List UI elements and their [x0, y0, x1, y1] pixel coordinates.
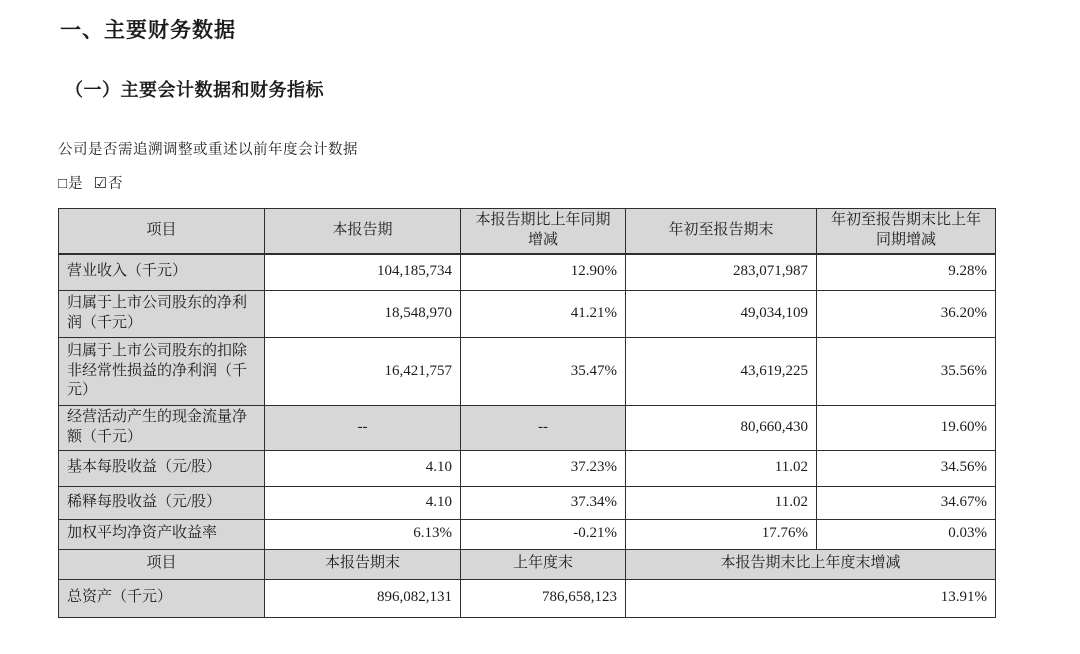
cell-value: 6.13% — [265, 519, 461, 549]
table-row-total-assets — [59, 579, 996, 617]
header-item: 项目 — [59, 549, 265, 579]
header-period-end: 本报告期末 — [265, 549, 461, 579]
table-row-net-profit — [59, 291, 996, 338]
cell-value: 34.56% — [817, 450, 996, 486]
restatement-question: 公司是否需追溯调整或重述以前年度会计数据 — [58, 142, 358, 158]
header-current-period: 本报告期 — [265, 209, 461, 254]
header-ytd-yoy-change: 年初至报告期末比上年同期增减 — [817, 209, 996, 254]
table-header-row-1 — [59, 209, 996, 254]
table-row-weighted-avg-roe — [59, 519, 996, 549]
cell-value: 37.34% — [461, 486, 626, 519]
table-header-row-2 — [59, 549, 996, 579]
header-prior-year-end: 上年度末 — [461, 549, 626, 579]
cell-value: 4.10 — [265, 486, 461, 519]
cell-value: 896,082,131 — [265, 579, 461, 617]
subsection-heading: （一）主要会计数据和财务指标 — [65, 80, 324, 100]
table-row-diluted-eps — [59, 486, 996, 519]
cell-value: -- — [461, 406, 626, 451]
cell-value: 13.91% — [626, 579, 996, 617]
cell-value: 36.20% — [817, 291, 996, 338]
section-heading: 一、主要财务数据 — [60, 18, 236, 42]
cell-value: 35.56% — [817, 338, 996, 406]
cell-value: 11.02 — [626, 486, 817, 519]
checkbox-no-icon: ☑ — [93, 176, 109, 192]
row-label: 营业收入（千元） — [59, 254, 265, 291]
row-label: 加权平均净资产收益率 — [59, 519, 265, 549]
financial-table — [58, 208, 996, 618]
cell-value: 104,185,734 — [265, 254, 461, 291]
cell-value: 34.67% — [817, 486, 996, 519]
cell-value: 49,034,109 — [626, 291, 817, 338]
checkbox-yes-icon: □ — [58, 176, 69, 192]
cell-value: -- — [265, 406, 461, 451]
cell-value: 43,619,225 — [626, 338, 817, 406]
header-yoy-change: 本报告期比上年同期增减 — [461, 209, 626, 254]
table-row-operating-cash-flow — [59, 406, 996, 451]
cell-value: 18,548,970 — [265, 291, 461, 338]
cell-value: 19.60% — [817, 406, 996, 451]
row-label: 稀释每股收益（元/股） — [59, 486, 265, 519]
cell-value: 4.10 — [265, 450, 461, 486]
cell-value: 786,658,123 — [461, 579, 626, 617]
cell-value: 41.21% — [461, 291, 626, 338]
row-label: 归属于上市公司股东的扣除非经常性损益的净利润（千元） — [59, 338, 265, 406]
table-row-basic-eps — [59, 450, 996, 486]
cell-value: 0.03% — [817, 519, 996, 549]
cell-value: 16,421,757 — [265, 338, 461, 406]
checkbox-no-label: 否 — [108, 176, 124, 192]
cell-value: 80,660,430 — [626, 406, 817, 451]
checkbox-yes-label: 是 — [68, 176, 84, 192]
cell-value: 11.02 — [626, 450, 817, 486]
cell-value: 12.90% — [461, 254, 626, 291]
row-label: 经营活动产生的现金流量净额（千元） — [59, 406, 265, 451]
table-row-revenue — [59, 254, 996, 291]
header-item: 项目 — [59, 209, 265, 254]
cell-value: 9.28% — [817, 254, 996, 291]
restatement-answer — [58, 172, 1080, 193]
row-label: 总资产（千元） — [59, 579, 265, 617]
cell-value: 283,071,987 — [626, 254, 817, 291]
table-row-net-profit-excl-nonrecurring — [59, 338, 996, 406]
cell-value: 35.47% — [461, 338, 626, 406]
header-period-end-change: 本报告期末比上年度末增减 — [626, 549, 996, 579]
header-ytd: 年初至报告期末 — [626, 209, 817, 254]
cell-value: 17.76% — [626, 519, 817, 549]
row-label: 基本每股收益（元/股） — [59, 450, 265, 486]
cell-value: -0.21% — [461, 519, 626, 549]
row-label: 归属于上市公司股东的净利润（千元） — [59, 291, 265, 338]
cell-value: 37.23% — [461, 450, 626, 486]
